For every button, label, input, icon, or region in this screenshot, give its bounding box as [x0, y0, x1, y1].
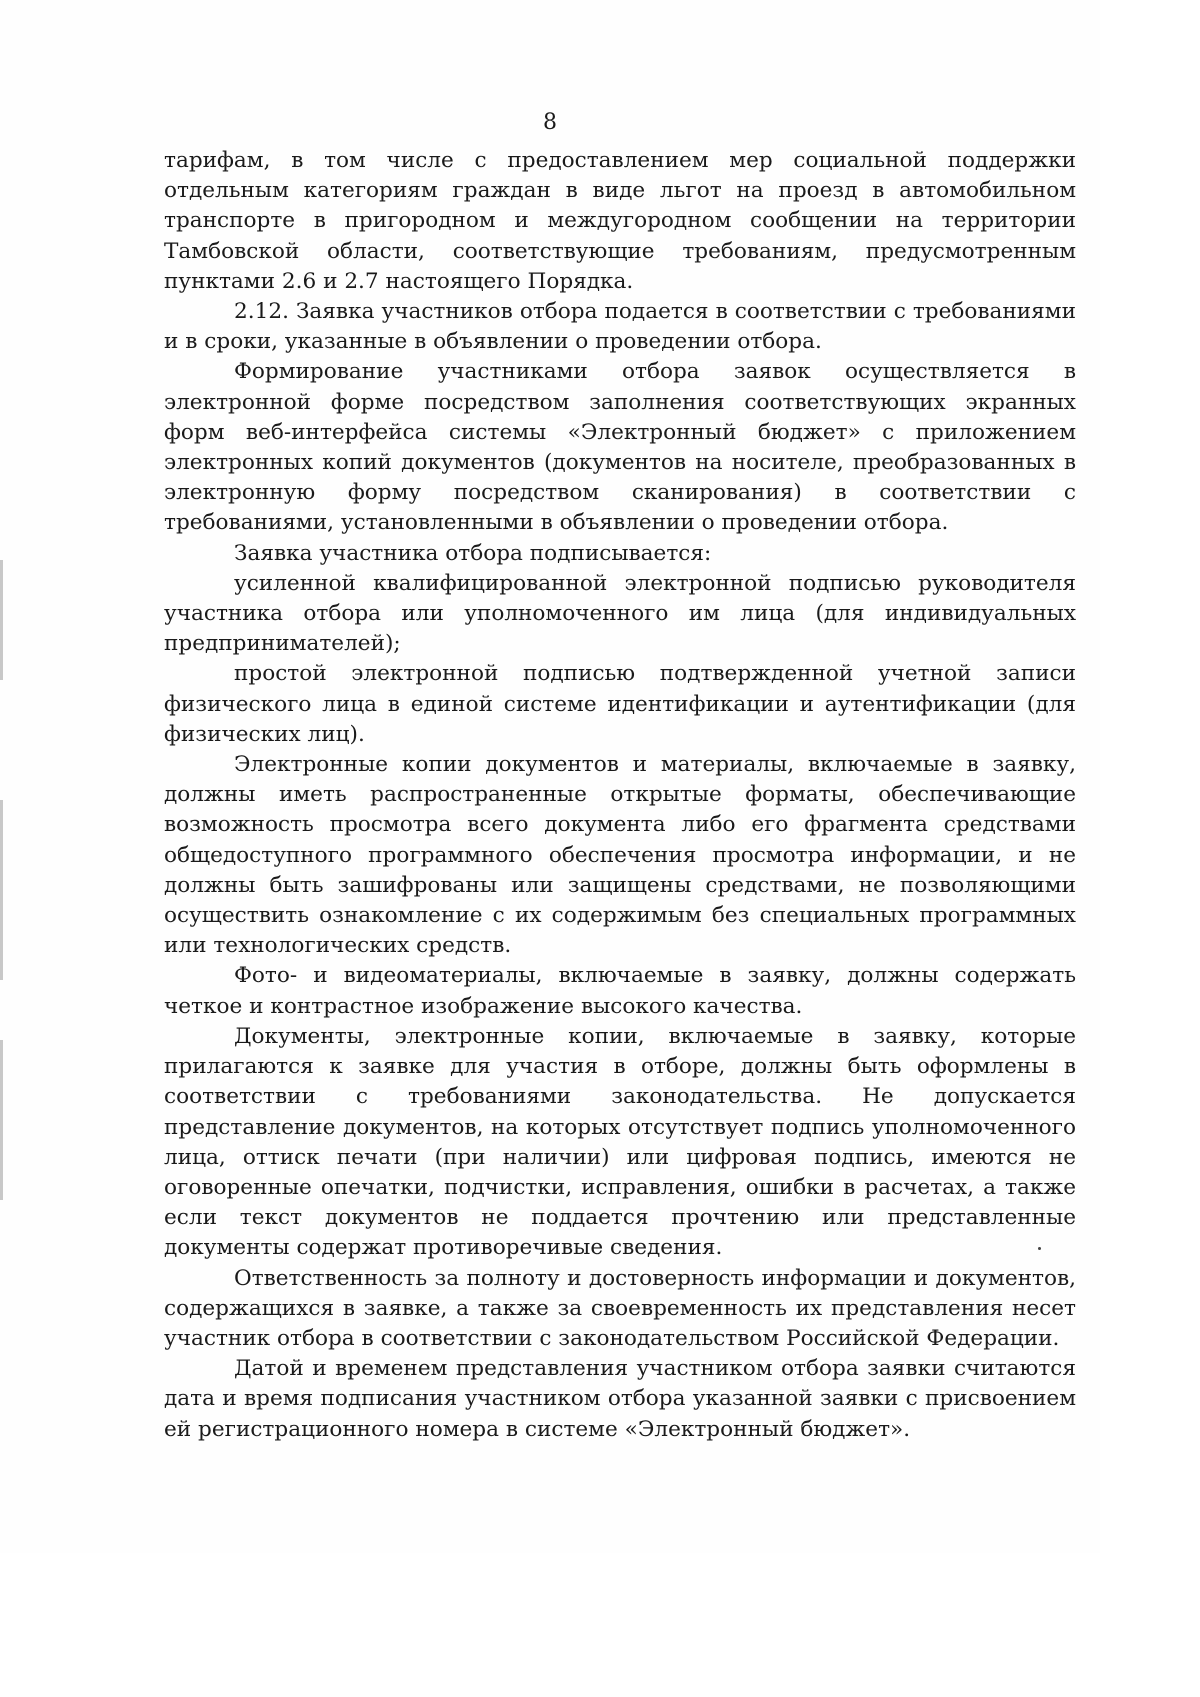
paragraph: Формирование участниками отбора заявок осуществляется в электронной форме посредством заполнения соответствующих экранных форм веб-интерфейса системы «Электронный бюджет» с приложением электронных копий документов (документов на носителе, преобразованных в электронную форму посредством сканирования) в соответствии с требованиями, установленными в объявлении о проведении отбора.: [164, 359, 1076, 536]
paragraph: Датой и временем представления участником отбора заявки считаются дата и время подписания участником отбора указанной заявки с присвоением ей регистрационного номера в системе «Электронный бюджет».: [164, 1356, 1076, 1442]
paragraph: тарифам, в том числе с предоставлением мер социальной поддержки отдельным категориям граждан в виде льгот на проезд в автомобильном транспорте в пригородном и междугородном сообщении на территории Тамбовской области, соответствующие требованиям, предусмотренным пунктами 2.6 и 2.7 настоящего Порядка.: [164, 148, 1076, 294]
paragraph: усиленной квалифицированной электронной подписью руководителя участника отбора или уполномоченного им лица (для индивидуальных предпринимателей);: [164, 570, 1076, 657]
paragraph: Ответственность за полноту и достоверность информации и документов, содержащихся в заявке, а также за своевременность их представления несет участник отбора в соответствии с законодательством Российской Федерации.: [164, 1265, 1076, 1351]
paragraph: Электронные копии документов и материалы, включаемые в заявку, должны иметь распространенные открытые форматы, обеспечивающие возможность просмотра всего документа либо его фрагмента средствами общедоступного программного обеспечения просмотра информации, и не должны быть зашифрованы или защищены средствами, не позволяющими осуществить ознакомление с их содержимым без специальных программных или технологических средств.: [164, 752, 1076, 959]
page-number: 8: [543, 110, 557, 135]
scan-artifact: [0, 800, 3, 980]
paragraph: Фото- и видеоматериалы, включаемые в заявку, должны содержать четкое и контрастное изображение высокого качества.: [164, 963, 1076, 1019]
document-body: [164, 146, 1076, 1445]
paragraph: Заявка участника отбора подписывается:: [234, 540, 712, 566]
scan-artifact: [0, 560, 3, 680]
scan-artifact: [0, 1040, 3, 1200]
paragraph: простой электронной подписью подтвержденной учетной записи физического лица в единой системе идентификации и аутентификации (для физических лиц).: [164, 661, 1076, 747]
paragraph: Документы, электронные копии, включаемые в заявку, которые прилагаются к заявке для участия в отборе, должны быть оформлены в соответствии с требованиями законодательства. Не допускается представление документов, на которых отсутствует подпись уполномоченного лица, оттиск печати (при наличии) или цифровая подпись, имеются не оговоренные опечатки, подчистки, исправления, ошибки в расчетах, а также если текст документов не поддается прочтению или представленные документы содержат противоречивые сведения.: [164, 1023, 1076, 1261]
scan-dot: [1038, 1247, 1041, 1250]
paragraph: 2.12. Заявка участников отбора подается в соответствии с требованиями и в сроки, указанные в объявлении о проведении отбора.: [164, 299, 1076, 355]
